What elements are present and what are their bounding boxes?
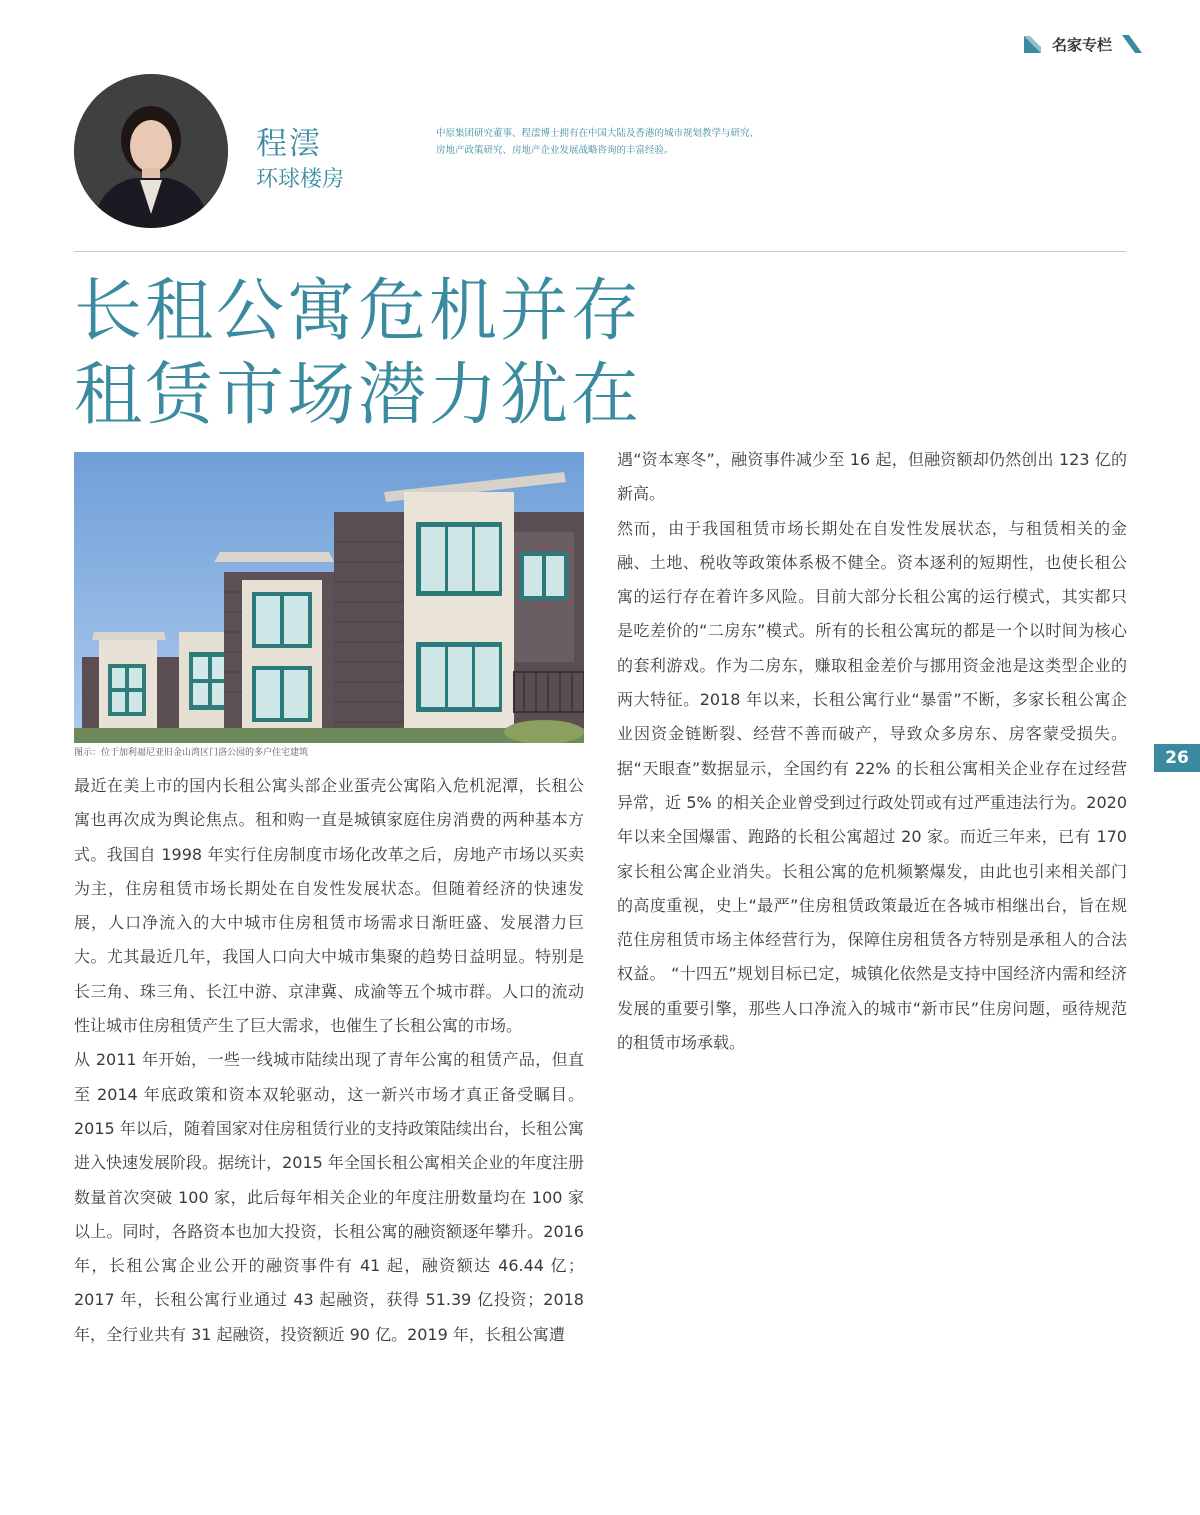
article-title (74, 270, 774, 438)
author-bio-line: 房地产政策研究、房地产企业发展战略咨询的丰富经验。 (436, 145, 674, 156)
author-bio-line: 中原集团研究董事、程澐博士拥有在中国大陆及香港的城市规划教学与研究、 (436, 128, 760, 139)
body-paragraph: 然而，由于我国租赁市场长期处在自发性发展状态，与租赁相关的金融、土地、税收等政策体系极不健全。资本逐利的短期性，也使长租公寓的运行存在着许多风险。目前大部分长租公寓的运行模式，其实都只是吃差价的“二房东”模式。所有的长租公寓玩的都是一个以时间为核心的套利游戏。作为二房东，赚取租金差价与挪用资金池是这类型企业的两大特征。2018 年以来，长租公寓行业“暴雷”不断，多家长租公寓企业因资金链断裂、经营不善而破产，导致众多房东、房客蒙受损失。据“天眼查”数据显示，全国约有 22% 的长租公寓相关企业存在过经营异常，近 5% 的相关企业曾受到过行政处罚或有过严重违法行为。2020 年以来全国爆雷、跑路的长租公寓超过 20 家。而近三年来，已有 170 家长租公寓企业消失。长租公寓的危机频繁爆发，由此也引来相关部门的高度重视，史上“最严”住房租赁政策最近在各城市相继出台，旨在规范住房租赁市场主体经营行为，保障住房租赁各方特别是承租人的合法权益。 “十四五”规划目标已定，城镇化依然是支持中国经济内需和经济发展的重要引擎，那些人口净流入的城市“新市民”住房问题，亟待规范的租赁市场承载。 (617, 518, 1127, 1053)
apartment-building-illustration (74, 452, 584, 743)
author-portrait-illustration (74, 74, 228, 228)
article-title-line: 长租公寓危机并存 (74, 272, 643, 351)
author-avatar (74, 74, 228, 228)
body-paragraph: 从 2011 年开始，一些一线城市陆续出现了青年公寓的租赁产品，但直至 2014 年底政策和资本双轮驱动，这一新兴市场才真正备受瞩目。2015 年以后，随着国家对住房租赁行业的支持政策陆续出台，长租公寓进入快速发展阶段。据统计，2015 年全国长租公寓相关企业的年度注册数量首次突破 100 家，此后每年相关企业的年度注册数量均在 100 家以上。同时，各路资本也加大投资，长租公寓的融资额逐年攀升。2016 年，长租公寓企业公开的融资事件有 41 起，融资额达 46.44 亿；2017 年，长租公寓行业通过 43 起融资，获得 51.39 亿投资；2018 年，全行业共有 31 起融资，投资额近 90 亿。2019 年，长租公寓遭 (74, 1050, 584, 1344)
header-divider (74, 251, 1126, 252)
article-body-left-column (74, 769, 584, 1352)
author-name: 程澐 (256, 126, 322, 162)
page-number: 26 (1154, 744, 1200, 772)
section-label: 名家专栏 (1051, 35, 1112, 54)
slash-stripe-icon (1120, 33, 1144, 55)
author-bio (436, 125, 816, 159)
photo-caption: 图示：位于加利福尼亚旧金山湾区门洛公园的多户住宅建筑 (74, 748, 309, 758)
article-body-right-column (617, 443, 1127, 1060)
corner-arrow-icon (1022, 33, 1044, 55)
body-paragraph: 最近在美上市的国内长租公寓头部企业蛋壳公寓陷入危机泥潭，长租公寓也再次成为舆论焦点。租和购一直是城镇家庭住房消费的两种基本方式。我国自 1998 年实行住房制度市场化改革之后，房地产市场以买卖为主，住房租赁市场长期处在自发性发展状态。但随着经济的快速发展，人口净流入的大中城市住房租赁市场需求日渐旺盛、发展潜力巨大。尤其最近几年，我国人口向大中城市集聚的趋势日益明显。特别是长三角、珠三角、长江中游、京津冀、成渝等五个城市群。人口的流动性让城市住房租赁产生了巨大需求，也催生了长租公寓的市场。 (74, 776, 584, 1036)
article-photo (74, 452, 584, 743)
body-paragraph: 遇“资本寒冬”，融资事件减少至 16 起，但融资额却仍然创出 123 亿的新高。 (617, 450, 1127, 504)
article-title-line: 租赁市场潜力犹在 (74, 356, 643, 435)
section-tag (1022, 30, 1144, 58)
author-organization: 环球楼房 (256, 167, 345, 192)
